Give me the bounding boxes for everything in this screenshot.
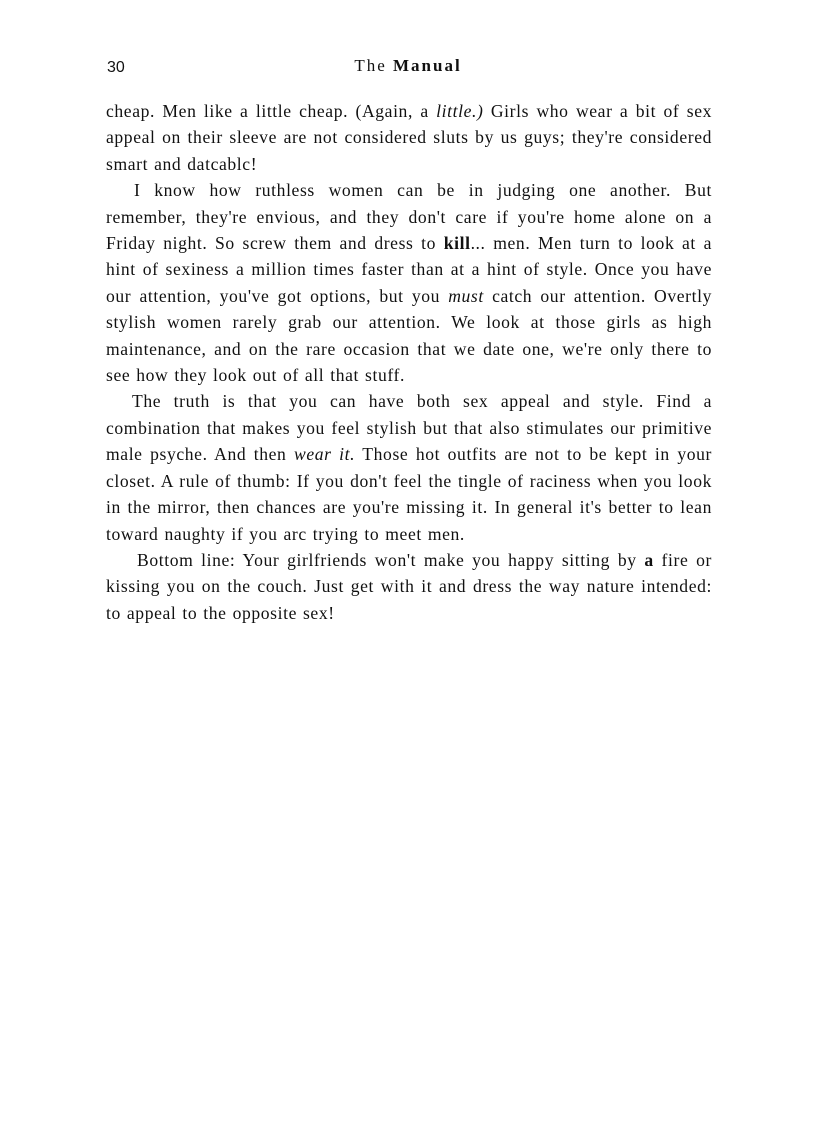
paragraph-2-text-c: ... men. Men turn to look at a hint of sexiness a million times faster than at a hint of style. Once you have our attention, you've got options, but you bbox=[106, 233, 712, 306]
running-head-title: Manual bbox=[393, 56, 462, 75]
paragraph-1 bbox=[106, 98, 712, 177]
paragraph-3-text-a: The truth is that you can have both sex appeal and style. Find a combination that makes you feel stylish but that also stimulates our primitive male psyche. And then bbox=[106, 391, 712, 465]
page-number: 30 bbox=[107, 59, 125, 76]
paragraph-3 bbox=[106, 388, 712, 546]
paragraph-3-italic: wear it. bbox=[294, 444, 356, 465]
body-text bbox=[106, 98, 712, 626]
paragraph-1-italic: little.) bbox=[436, 101, 484, 121]
paragraph-2-bold: kill bbox=[443, 233, 471, 254]
paragraph-3-text-c: Those hot outfits are not to be kept in your closet. A rule of thumb: If you don't feel the tingle of raciness when you look in the mirror, then chances are you're missing it. In general it's better to lean toward naughty if you arc trying to meet men. bbox=[106, 444, 712, 544]
paragraph-4-text-a: Bottom line: Your girlfriends won't make you happy sitting by bbox=[137, 549, 645, 570]
running-head-prefix: The bbox=[354, 56, 387, 75]
paragraph-1-text-c: Girls who wear a bit of sex appeal on their sleeve are not considered sluts by us guys; they're considered smart and datcablc! bbox=[106, 101, 712, 174]
paragraph-1-text-a: cheap. Men like a little cheap. (Again, a bbox=[106, 101, 437, 121]
paragraph-2 bbox=[106, 177, 712, 388]
paragraph-4-text-c: fire or kissing you on the couch. Just get with it and dress the way nature intended: to appeal to the opposite sex! bbox=[106, 549, 712, 623]
paragraph-4-bold: a bbox=[644, 549, 654, 570]
running-head bbox=[0, 56, 816, 76]
paragraph-2-text-e: catch our attention. Overtly stylish women rarely grab our attention. We look at those girls as high maintenance, and on the rare occasion that we date one, we're only there to see how they look out of all that stuff. bbox=[106, 285, 712, 386]
paragraph-2-text-a: I know how ruthless women can be in judging one another. But remember, they're envious, and they don't care if you're home alone on a Friday night. So screw them and dress to bbox=[106, 180, 712, 254]
paragraph-4 bbox=[106, 547, 712, 626]
paragraph-2-italic: must bbox=[448, 285, 484, 306]
